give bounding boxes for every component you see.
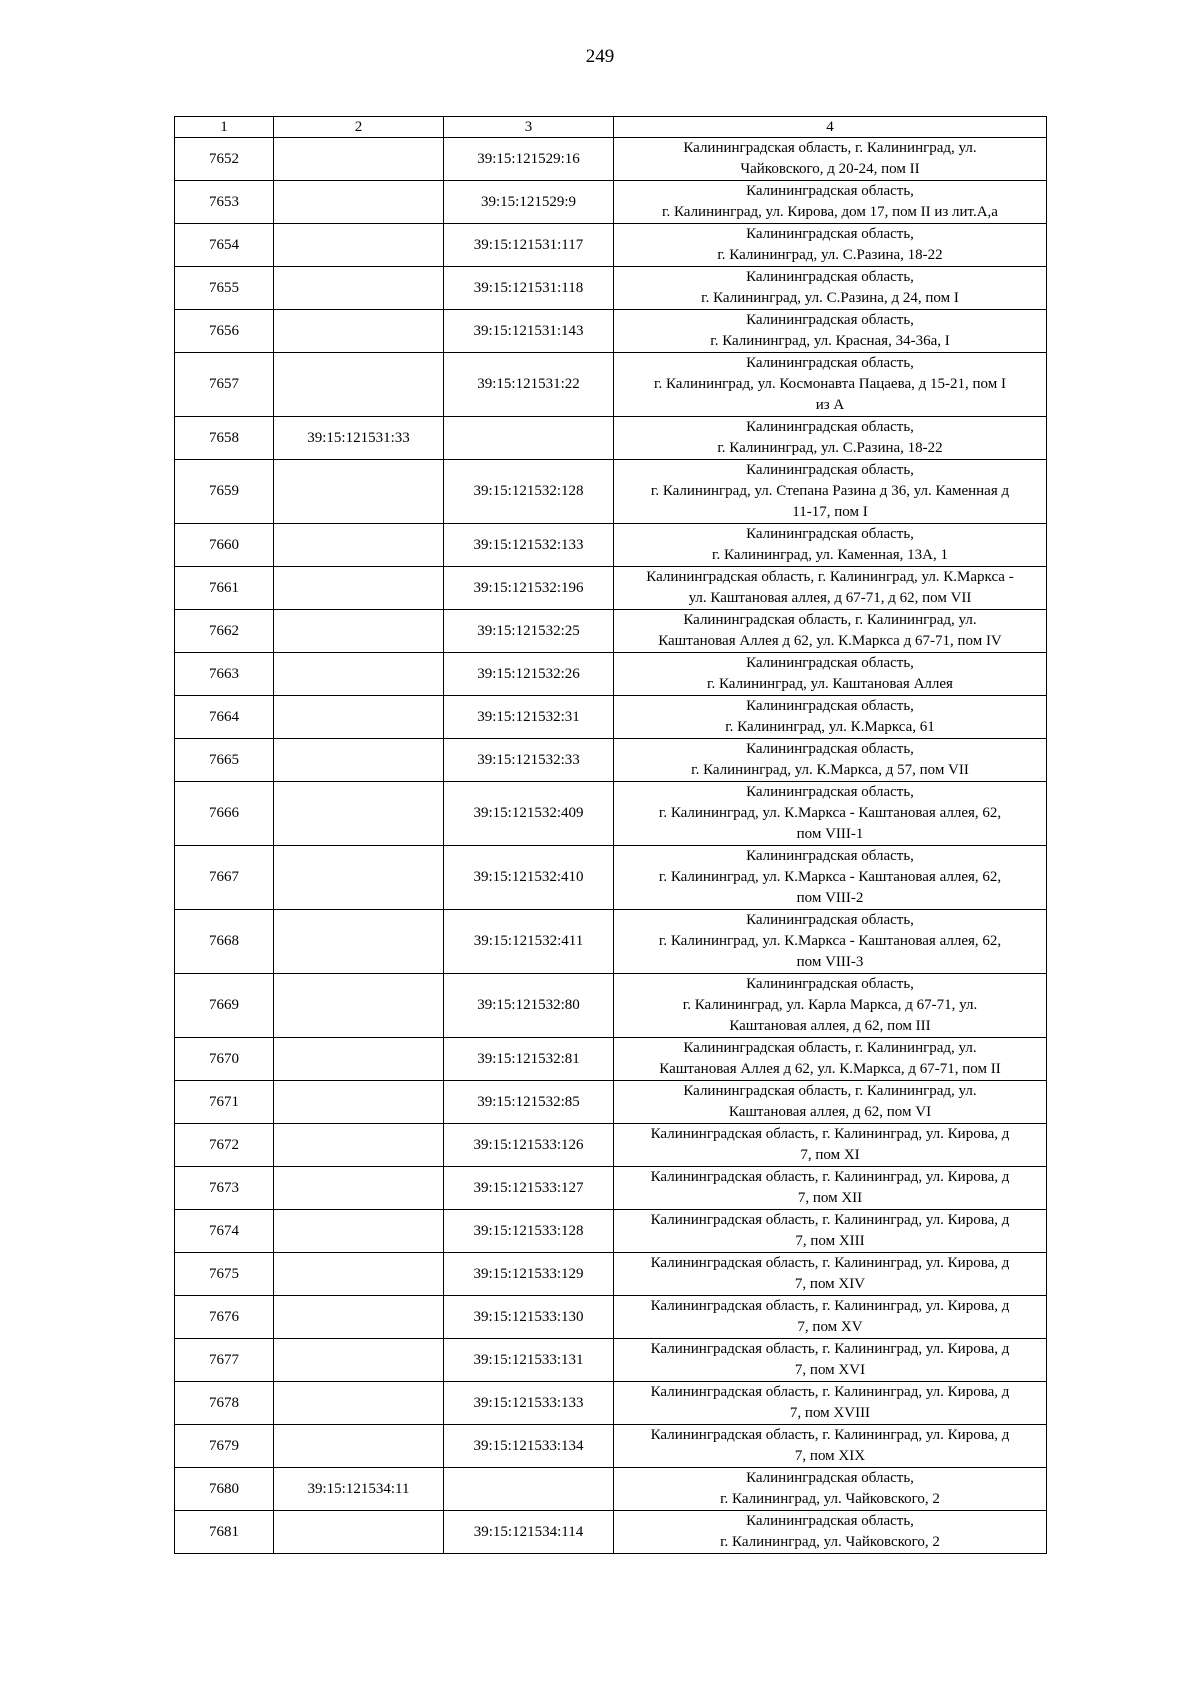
row-number-cell: 7669 xyxy=(175,974,274,1038)
column-header-1: 1 xyxy=(175,117,274,138)
table-row xyxy=(175,653,1047,696)
column-2-cell xyxy=(274,138,444,181)
cadastral-number-cell: 39:15:121534:114 xyxy=(444,1511,614,1554)
cadastral-number-cell: 39:15:121532:80 xyxy=(444,974,614,1038)
column-2-cell xyxy=(274,181,444,224)
address-cell: Калининградская область, г. Калининград, ул. Кирова, д 7, пом XIII xyxy=(614,1210,1047,1253)
address-cell: Калининградская область, г. Калининград, ул. С.Разина, 18-22 xyxy=(614,224,1047,267)
cadastral-number-cell: 39:15:121533:126 xyxy=(444,1124,614,1167)
row-number-cell: 7663 xyxy=(175,653,274,696)
cadastral-number-cell: 39:15:121532:410 xyxy=(444,846,614,910)
table-row xyxy=(175,1253,1047,1296)
table-row xyxy=(175,353,1047,417)
address-cell: Калининградская область, г. Калининград, ул. Кирова, д 7, пом XI xyxy=(614,1124,1047,1167)
table-row xyxy=(175,610,1047,653)
column-2-cell xyxy=(274,910,444,974)
table-row xyxy=(175,1339,1047,1382)
cadastral-number-cell: 39:15:121532:33 xyxy=(444,739,614,782)
table-row xyxy=(175,1468,1047,1511)
cadastral-number-cell: 39:15:121532:196 xyxy=(444,567,614,610)
column-2-cell: 39:15:121531:33 xyxy=(274,417,444,460)
row-number-cell: 7653 xyxy=(175,181,274,224)
table-row xyxy=(175,524,1047,567)
address-cell: Калининградская область, г. Калининград, ул. Кирова, д 7, пом XV xyxy=(614,1296,1047,1339)
table-row xyxy=(175,567,1047,610)
address-cell: Калининградская область, г. Калининград, ул. Каштановая Аллея xyxy=(614,653,1047,696)
column-header-4: 4 xyxy=(614,117,1047,138)
table-row xyxy=(175,181,1047,224)
row-number-cell: 7656 xyxy=(175,310,274,353)
table-row xyxy=(175,1038,1047,1081)
address-cell: Калининградская область, г. Калининград, ул. Чайковского, 2 xyxy=(614,1468,1047,1511)
row-number-cell: 7667 xyxy=(175,846,274,910)
address-cell: Калининградская область, г. Калининград, ул. Чайковского, д 20-24, пом II xyxy=(614,138,1047,181)
row-number-cell: 7674 xyxy=(175,1210,274,1253)
table-row xyxy=(175,739,1047,782)
row-number-cell: 7676 xyxy=(175,1296,274,1339)
column-2-cell xyxy=(274,696,444,739)
column-2-cell xyxy=(274,653,444,696)
cadastral-number-cell: 39:15:121532:411 xyxy=(444,910,614,974)
cadastral-number-cell: 39:15:121529:9 xyxy=(444,181,614,224)
row-number-cell: 7672 xyxy=(175,1124,274,1167)
cadastral-number-cell: 39:15:121533:130 xyxy=(444,1296,614,1339)
column-2-cell xyxy=(274,224,444,267)
table-row xyxy=(175,1296,1047,1339)
column-2-cell xyxy=(274,1382,444,1425)
column-2-cell xyxy=(274,353,444,417)
table-row xyxy=(175,910,1047,974)
row-number-cell: 7665 xyxy=(175,739,274,782)
table-row xyxy=(175,138,1047,181)
address-cell: Калининградская область, г. Калининград, ул. К.Маркса - Каштановая аллея, 62, пом VIII-1 xyxy=(614,782,1047,846)
column-2-cell xyxy=(274,782,444,846)
row-number-cell: 7660 xyxy=(175,524,274,567)
table-row xyxy=(175,1511,1047,1554)
column-2-cell xyxy=(274,1167,444,1210)
row-number-cell: 7675 xyxy=(175,1253,274,1296)
cadastral-number-cell: 39:15:121532:31 xyxy=(444,696,614,739)
row-number-cell: 7681 xyxy=(175,1511,274,1554)
column-2-cell xyxy=(274,1511,444,1554)
address-cell: Калининградская область, г. Калининград, ул. Кирова, д 7, пом XVIII xyxy=(614,1382,1047,1425)
address-cell: Калининградская область, г. Калининград, ул. Кирова, д 7, пом XVI xyxy=(614,1339,1047,1382)
cadastral-number-cell xyxy=(444,1468,614,1511)
column-2-cell xyxy=(274,1296,444,1339)
address-cell: Калининградская область, г. Калининград, ул. С.Разина, 18-22 xyxy=(614,417,1047,460)
row-number-cell: 7659 xyxy=(175,460,274,524)
column-2-cell xyxy=(274,567,444,610)
table-row xyxy=(175,1210,1047,1253)
column-2-cell xyxy=(274,1038,444,1081)
row-number-cell: 7661 xyxy=(175,567,274,610)
row-number-cell: 7664 xyxy=(175,696,274,739)
table-row xyxy=(175,460,1047,524)
cadastral-number-cell: 39:15:121531:117 xyxy=(444,224,614,267)
table-row xyxy=(175,224,1047,267)
row-number-cell: 7668 xyxy=(175,910,274,974)
cadastral-number-cell: 39:15:121533:127 xyxy=(444,1167,614,1210)
address-cell: Калининградская область, г. Калининград, ул. Каштановая Аллея д 62, ул. К.Маркса д 67-71, пом IV xyxy=(614,610,1047,653)
table-row xyxy=(175,1167,1047,1210)
column-2-cell xyxy=(274,739,444,782)
cadastral-number-cell xyxy=(444,417,614,460)
cadastral-number-cell: 39:15:121533:131 xyxy=(444,1339,614,1382)
column-2-cell xyxy=(274,460,444,524)
column-2-cell xyxy=(274,310,444,353)
address-cell: Калининградская область, г. Калининград, ул. Каменная, 13А, 1 xyxy=(614,524,1047,567)
address-cell: Калининградская область, г. Калининград, ул. Чайковского, 2 xyxy=(614,1511,1047,1554)
registry-table xyxy=(174,116,1047,1554)
cadastral-number-cell: 39:15:121532:25 xyxy=(444,610,614,653)
address-cell: Калининградская область, г. Калининград, ул. Каштановая Аллея д 62, ул. К.Маркса, д 67-71, пом II xyxy=(614,1038,1047,1081)
table-row xyxy=(175,1425,1047,1468)
cadastral-number-cell: 39:15:121532:26 xyxy=(444,653,614,696)
row-number-cell: 7680 xyxy=(175,1468,274,1511)
column-2-cell xyxy=(274,1253,444,1296)
column-2-cell xyxy=(274,1210,444,1253)
column-2-cell xyxy=(274,846,444,910)
table-row xyxy=(175,782,1047,846)
cadastral-number-cell: 39:15:121533:128 xyxy=(444,1210,614,1253)
row-number-cell: 7677 xyxy=(175,1339,274,1382)
cadastral-number-cell: 39:15:121532:81 xyxy=(444,1038,614,1081)
row-number-cell: 7657 xyxy=(175,353,274,417)
table-row xyxy=(175,310,1047,353)
column-header-2: 2 xyxy=(274,117,444,138)
row-number-cell: 7678 xyxy=(175,1382,274,1425)
header-row xyxy=(175,117,1047,138)
cadastral-number-cell: 39:15:121532:409 xyxy=(444,782,614,846)
page-number: 249 xyxy=(585,46,615,67)
column-2-cell: 39:15:121534:11 xyxy=(274,1468,444,1511)
column-2-cell xyxy=(274,1425,444,1468)
column-2-cell xyxy=(274,1124,444,1167)
row-number-cell: 7666 xyxy=(175,782,274,846)
column-2-cell xyxy=(274,267,444,310)
address-cell: Калининградская область, г. Калининград, ул. Каштановая аллея, д 62, пом VI xyxy=(614,1081,1047,1124)
address-cell: Калининградская область, г. Калининград, ул. Карла Маркса, д 67-71, ул. Каштановая аллея, д 62, пом III xyxy=(614,974,1047,1038)
row-number-cell: 7679 xyxy=(175,1425,274,1468)
column-2-cell xyxy=(274,974,444,1038)
column-2-cell xyxy=(274,524,444,567)
address-cell: Калининградская область, г. Калининград, ул. К.Маркса - Каштановая аллея, 62, пом VIII-2 xyxy=(614,846,1047,910)
column-2-cell xyxy=(274,610,444,653)
address-cell: Калининградская область, г. Калининград, ул. Красная, 34-36а, I xyxy=(614,310,1047,353)
cadastral-number-cell: 39:15:121531:118 xyxy=(444,267,614,310)
row-number-cell: 7652 xyxy=(175,138,274,181)
cadastral-number-cell: 39:15:121529:16 xyxy=(444,138,614,181)
column-2-cell xyxy=(274,1081,444,1124)
cadastral-number-cell: 39:15:121531:143 xyxy=(444,310,614,353)
table-row xyxy=(175,696,1047,739)
table-row xyxy=(175,1081,1047,1124)
address-cell: Калининградская область, г. Калининград, ул. Кирова, д 7, пом XIX xyxy=(614,1425,1047,1468)
column-header-3: 3 xyxy=(444,117,614,138)
table-row xyxy=(175,846,1047,910)
cadastral-number-cell: 39:15:121532:85 xyxy=(444,1081,614,1124)
cadastral-number-cell: 39:15:121532:128 xyxy=(444,460,614,524)
address-cell: Калининградская область, г. Калининград, ул. Кирова, дом 17, пом II из лит.А,а xyxy=(614,181,1047,224)
row-number-cell: 7658 xyxy=(175,417,274,460)
table-row xyxy=(175,1382,1047,1425)
address-cell: Калининградская область, г. Калининград, ул. С.Разина, д 24, пом I xyxy=(614,267,1047,310)
row-number-cell: 7670 xyxy=(175,1038,274,1081)
address-cell: Калининградская область, г. Калининград, ул. Кирова, д 7, пом XIV xyxy=(614,1253,1047,1296)
cadastral-number-cell: 39:15:121532:133 xyxy=(444,524,614,567)
row-number-cell: 7654 xyxy=(175,224,274,267)
row-number-cell: 7662 xyxy=(175,610,274,653)
row-number-cell: 7673 xyxy=(175,1167,274,1210)
table-row xyxy=(175,417,1047,460)
table-row xyxy=(175,974,1047,1038)
table-row xyxy=(175,267,1047,310)
cadastral-number-cell: 39:15:121533:129 xyxy=(444,1253,614,1296)
address-cell: Калининградская область, г. Калининград, ул. К.Маркса, д 57, пом VII xyxy=(614,739,1047,782)
cadastral-number-cell: 39:15:121533:133 xyxy=(444,1382,614,1425)
table-body xyxy=(175,138,1047,1554)
address-cell: Калининградская область, г. Калининград, ул. К.Маркса, 61 xyxy=(614,696,1047,739)
cadastral-number-cell: 39:15:121531:22 xyxy=(444,353,614,417)
address-cell: Калининградская область, г. Калининград, ул. К.Маркса - ул. Каштановая аллея, д 67-71, д 62, пом VII xyxy=(614,567,1047,610)
table-row xyxy=(175,1124,1047,1167)
row-number-cell: 7671 xyxy=(175,1081,274,1124)
column-2-cell xyxy=(274,1339,444,1382)
address-cell: Калининградская область, г. Калининград, ул. К.Маркса - Каштановая аллея, 62, пом VIII-3 xyxy=(614,910,1047,974)
row-number-cell: 7655 xyxy=(175,267,274,310)
cadastral-number-cell: 39:15:121533:134 xyxy=(444,1425,614,1468)
address-cell: Калининградская область, г. Калининград, ул. Кирова, д 7, пом XII xyxy=(614,1167,1047,1210)
address-cell: Калининградская область, г. Калининград, ул. Космонавта Пацаева, д 15-21, пом I из А xyxy=(614,353,1047,417)
address-cell: Калининградская область, г. Калининград, ул. Степана Разина д 36, ул. Каменная д 11-17, пом I xyxy=(614,460,1047,524)
